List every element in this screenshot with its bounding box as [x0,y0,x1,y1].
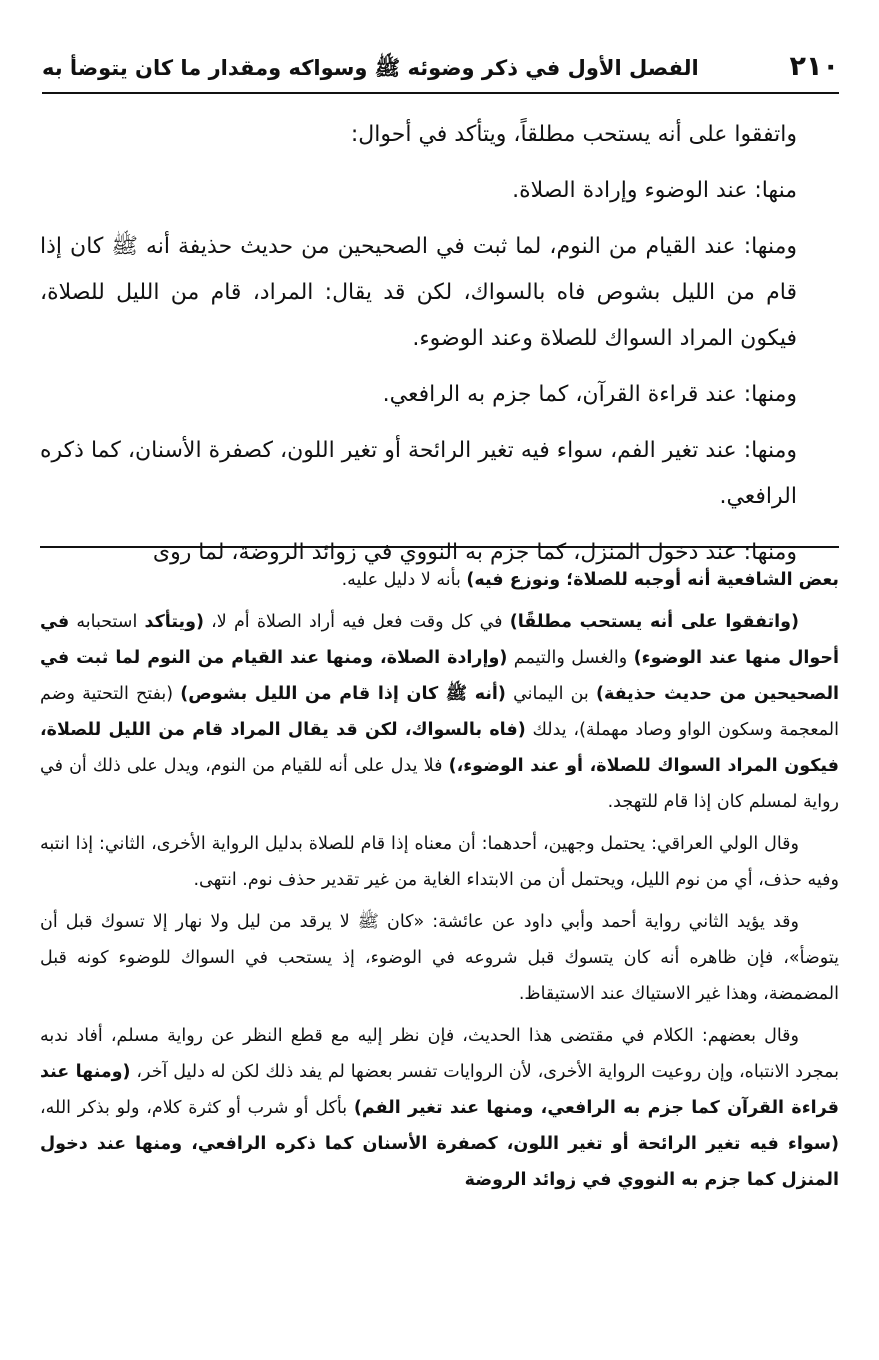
main-paragraph: ومنها: عند تغير الفم، سواء فيه تغير الرائحة أو تغير اللون، كصفرة الأسنان، كما ذكره الرافعي. [40,438,797,509]
quoted-main-text: بعض الشافعية أنه أوجبه للصلاة؛ ونوزع فيه) [466,570,839,590]
commentary-text: وقد يؤيد الثاني رواية أحمد وأبي داود عن عائشة: «كان ﷺ لا يرقد من ليل ولا نهار إلا تسوك قبل أن يتوضأ»، فإن ظاهره أنه كان يتسوك قبل شروعه في الوضوء، إذ يستحب في السواك للوضوء كونه قبل المضمضة، وهذا غير الاستياك عند الاستيقاظ. [40,912,839,1004]
commentary-text: (بفتح التحتية وضم المعجمة وسكون الواو وصاد مهملة)، يدلك [40,684,839,740]
commentary-text: استحبابه [69,612,145,632]
commentary-section [40,562,839,1204]
quoted-main-text: (ويتأكد [144,612,204,632]
commentary-paragraph [40,562,839,598]
commentary-paragraph [40,1018,839,1198]
quoted-main-text: (فاه بالسواك، لكن قد يقال المراد قام من الليل للصلاة، فيكون المراد السواك للصلاة، أو عند الوضوء،) [40,720,839,776]
commentary-text: وقال الولي العراقي: يحتمل وجهين، أحدهما: أن معناه إذا قام للصلاة بدليل الرواية الأخرى، الثاني: إذا انتبه وفيه حذف، أي من نوم الليل، ويحتمل أن من الابتداء الغاية من غير تقدير حذف نوم. انتهى. [40,834,839,890]
commentary-paragraph [40,604,839,820]
quoted-main-text: (واتفقوا على أنه يستحب مطلقًا) [509,612,800,632]
main-paragraph: ومنها: عند قراءة القرآن، كما جزم به الرافعي. [382,382,797,407]
quoted-main-text: (أنه ﷺ كان إذا قام من الليل بشوص) [180,684,506,704]
main-paragraph: ومنها: عند دخول المنزل، كما جزم به النووي في زوائد الروضة، لما روى [152,540,797,565]
running-title: الفصل الأول في ذكر وضوئه ﷺ وسواكه ومقدار ما كان يتوضأ به [42,56,699,80]
commentary-paragraph [40,826,839,898]
quoted-main-text: (ومنها عند قراءة القرآن كما جزم به الرافعي، ومنها عند تغير الفم) [40,1062,839,1118]
main-paragraph: ومنها: عند القيام من النوم، لما ثبت في الصحيحين من حديث حذيفة أنه ﷺ كان إذا قام من الليل بشوص فاه بالسواك، لكن قد يقال: المراد، قام من الليل للصلاة، فيكون المراد السواك للصلاة وعند الوضوء. [40,234,797,351]
commentary-text: وقال بعضهم: الكلام في مقتضى هذا الحديث، فإن نظر إليه مع قطع النظر عن رواية مسلم، أفاد ندبه بمجرد الانتباه، وإن روعيت الرواية الأخرى، لأن الروايات تفسر بعضها لم يفد ذلك لكن له دليل آخر، [40,1026,839,1082]
quoted-main-text: (سواء فيه تغير الرائحة أو تغير اللون، كصفرة الأسنان كما ذكره الرافعي، ومنها عند دخول المنزل كما جزم به النووي في زوائد الروضة [40,1134,839,1190]
quoted-main-text: في أحوال منها عند الوضوء) [40,612,839,668]
main-paragraph: واتفقوا على أنه يستحب مطلقاً، ويتأكد في أحوال: [350,122,797,147]
commentary-text: بأكل أو شرب أو كثرة كلام، ولو بذكر الله، [40,1098,354,1118]
commentary-text: في كل وقت فعل فيه أراد الصلاة أم لا، [203,612,510,632]
page-header [42,52,839,94]
commentary-text: والغسل والتيمم [507,648,634,668]
commentary-text: بن اليماني [505,684,596,704]
commentary-paragraph [40,904,839,1012]
text-divider [40,546,839,548]
commentary-text: فلا يدل على أنه للقيام من النوم، ويدل على ذلك أن في رواية لمسلم كان إذا قام للتهجد. [40,756,839,812]
commentary-text: بأنه لا دليل عليه. [341,570,467,590]
main-text [40,112,839,586]
main-paragraph: منها: عند الوضوء وإرادة الصلاة. [512,178,797,203]
quoted-main-text: (وإرادة الصلاة، ومنها عند القيام من النوم لما ثبت في الصحيحين من حديث حذيفة) [40,648,840,704]
page-number: ٢١٠ [789,51,839,82]
